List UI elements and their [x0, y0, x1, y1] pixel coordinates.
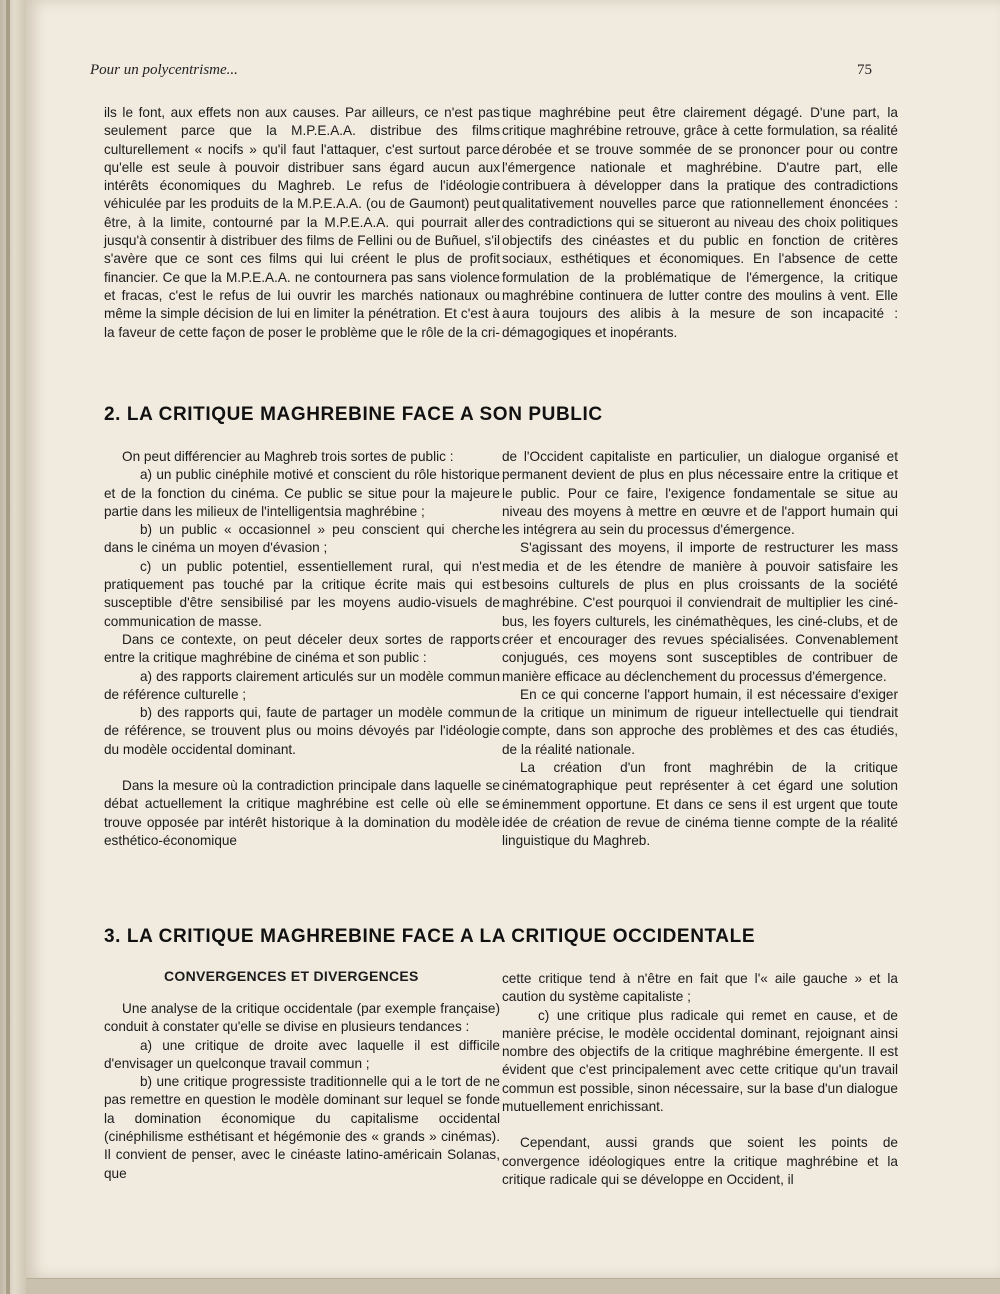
book-binding — [0, 0, 26, 1294]
section-2-right-column — [502, 448, 898, 851]
section-3-heading: 3. LA CRITIQUE MAGHREBINE FACE A LA CRITIQUE OCCIDENTALE — [104, 926, 756, 947]
section-3-left-column — [104, 1000, 500, 1183]
intro-right-column — [502, 104, 898, 342]
paragraph: Cependant, aussi grands que soient les points de convergence idéologiques entre la critique maghrébine et la critique radicale qui se développe en Occident, il — [502, 1135, 898, 1187]
paragraph: S'agissant des moyens, il importe de restructurer les mass media et de les étendre de manière à pouvoir satisfaire les besoins culturels de plus en plus croissants de la société maghrébine. C'est pourquoi il conviendrait de multiplier les ciné-bus, les foyers culturels, les cinémathèques, les ciné-clubs, et de créer et encourager des revues spécialisées. Convenablement conjugués, ces moyens sont susceptibles de contribuer de manière efficace au déclenchement du processus d'émergence. — [502, 540, 898, 684]
running-title: Pour un polycentrisme... — [90, 62, 238, 78]
paragraph: b) une critique progressiste traditionnelle qui a le tort de ne pas remettre en question le modèle dominant sur lequel se fonde la domination économique du capitalisme occidental (cinéphilisme esthétisant et hégémonie des « grands » cinémas). Il convient de penser, avec le cinéaste latino-américain Solanas, que — [104, 1074, 500, 1181]
section-3-right-column — [502, 970, 898, 1189]
binding-fold — [6, 0, 10, 1294]
paragraph: c) une critique plus radicale qui remet en cause, et de manière précise, le modèle occidental dominant, rejoignant ainsi nombre des objectifs de la critique maghrébine émergente. Il est évident que c'est principalement avec cette critique qu'un travail commun est possible, sinon nécessaire, sur la base d'un dialogue mutuellement enrichissant. — [502, 1007, 898, 1115]
paragraph: ils le font, aux effets non aux causes. Par ailleurs, ce n'est pas seulement parce que la M.P.E.A.A. distribue des films culturellement « nocifs » qu'il faut l'attaquer, c'est surtout parce qu'elle est seule à pouvoir distribuer sans égard aucun aux intérêts économiques du Maghreb. Le refus de l'idéologie véhiculée par les produits de la M.P.E.A.A. (ou de Gaumont) peut être, à la limite, contourné par la M.P.E.A.A. qui pourrait aller jusqu'à consentir à distribuer des films de Fellini ou de Buñuel, s'il s'avère que ce sont ces films qui lui créent le plus de profit financier. Ce que la M.P.E.A.A. ne contournera pas sans violence et fracas, c'est le refus de lui ouvrir les marchés nationaux ou même la simple décision de lui en limiter la pénétration. Et c'est à la faveur de cette façon de poser le problème que le rôle de la cri- — [104, 105, 500, 340]
paragraph: a) des rapports clairement articulés sur un modèle commun de référence culturelle ; — [104, 668, 500, 702]
page-bottom-edge — [26, 1278, 1000, 1294]
paragraph: Une analyse de la critique occidentale (par exemple française) conduit à constater qu'elle se divise en plusieurs tendances : — [104, 1001, 500, 1035]
paragraph: b) des rapports qui, faute de partager un modèle commun de référence, se trouvent plus ou moins dévoyés par l'idéologie du modèle occidental dominant. — [104, 705, 500, 757]
page-number: 75 — [857, 62, 872, 78]
paragraph: tique maghrébine peut être clairement dégagé. D'une part, la critique maghrébine retrouve, grâce à cette formulation, sa réalité dérobée et se trouve sommée de se prononcer pour ou contre l'émergence nationale et maghrébine. D'autre part, elle contribuera à développer dans la pratique des contradictions qualitativement nouvelles parce que rationnellement énoncées : des contradictions qui se situeront au niveau des choix politiques objectifs des cinéastes et du public en fonction de critères sociaux, esthétiques et économiques. En l'absence de cette formulation de la problématique de l'émergence, la critique maghrébine continuera de lutter contre des moulins à vent. Elle aura toujours des alibis à la mesure de son incapacité : démagogiques et inopérants. — [502, 105, 898, 340]
paragraph: On peut différencier au Maghreb trois sortes de public : — [122, 449, 454, 464]
paragraph: Dans ce contexte, on peut déceler deux sortes de rapports entre la critique maghrébine de cinéma et son public : — [104, 631, 500, 666]
paragraph: a) une critique de droite avec laquelle il est difficile d'envisager un quelconque travail commun ; — [104, 1037, 500, 1071]
paragraph: de l'Occident capitaliste en particulier, un dialogue organisé et permanent devient de plus en plus nécessaire entre la critique et le public. Pour ce faire, l'exigence fondamentale se situe au niveau des moyens à mettre en œuvre et de l'apport humain qui les intégrera au sein du processus d'émergence. — [502, 449, 898, 538]
section-2-left-column — [104, 448, 500, 850]
paragraph: La création d'un front maghrébin de la critique cinématographique peut représenter à cet égard une solution éminemment opportune. Et dans ce sens il est urgent que toute idée de création de revue de cinéma tienne compte de la réalité linguistique du Maghreb. — [502, 760, 898, 849]
paragraph: En ce qui concerne l'apport humain, il est nécessaire d'exiger de la critique un minimum de rigueur intellectuelle qui tiendrait compte, dans son approche des problèmes et des cas étudiés, de la réalité nationale. — [502, 686, 898, 757]
paragraph: cette critique tend à n'être en fait que l'« aile gauche » et la caution du système capitaliste ; — [502, 971, 898, 1005]
paragraph: a) un public cinéphile motivé et conscient du rôle historique et de la fonction du cinéma. Ce public se situe pour la majeure partie dans les milieux de l'intelligentsia maghrébine ; — [104, 467, 500, 519]
section-2-heading: 2. LA CRITIQUE MAGHREBINE FACE A SON PUBLIC — [104, 404, 603, 425]
intro-left-column — [104, 104, 500, 342]
section-3-subheading: CONVERGENCES ET DIVERGENCES — [164, 968, 419, 984]
paragraph: c) un public potentiel, essentiellement rural, qui n'est pratiquement pas touché par la critique écrite mais qui est susceptible d'être sensibilisé par les moyens audio-visuels de communication de masse. — [104, 558, 500, 629]
paragraph: b) un public « occasionnel » peu conscient qui cherche dans le cinéma un moyen d'évasion ; — [104, 522, 500, 556]
paragraph: Dans la mesure où la contradiction principale dans laquelle se débat actuellement la critique maghrébine est celle où elle se trouve opposée par intérêt historique à la domination du modèle esthético-économique — [104, 778, 500, 848]
